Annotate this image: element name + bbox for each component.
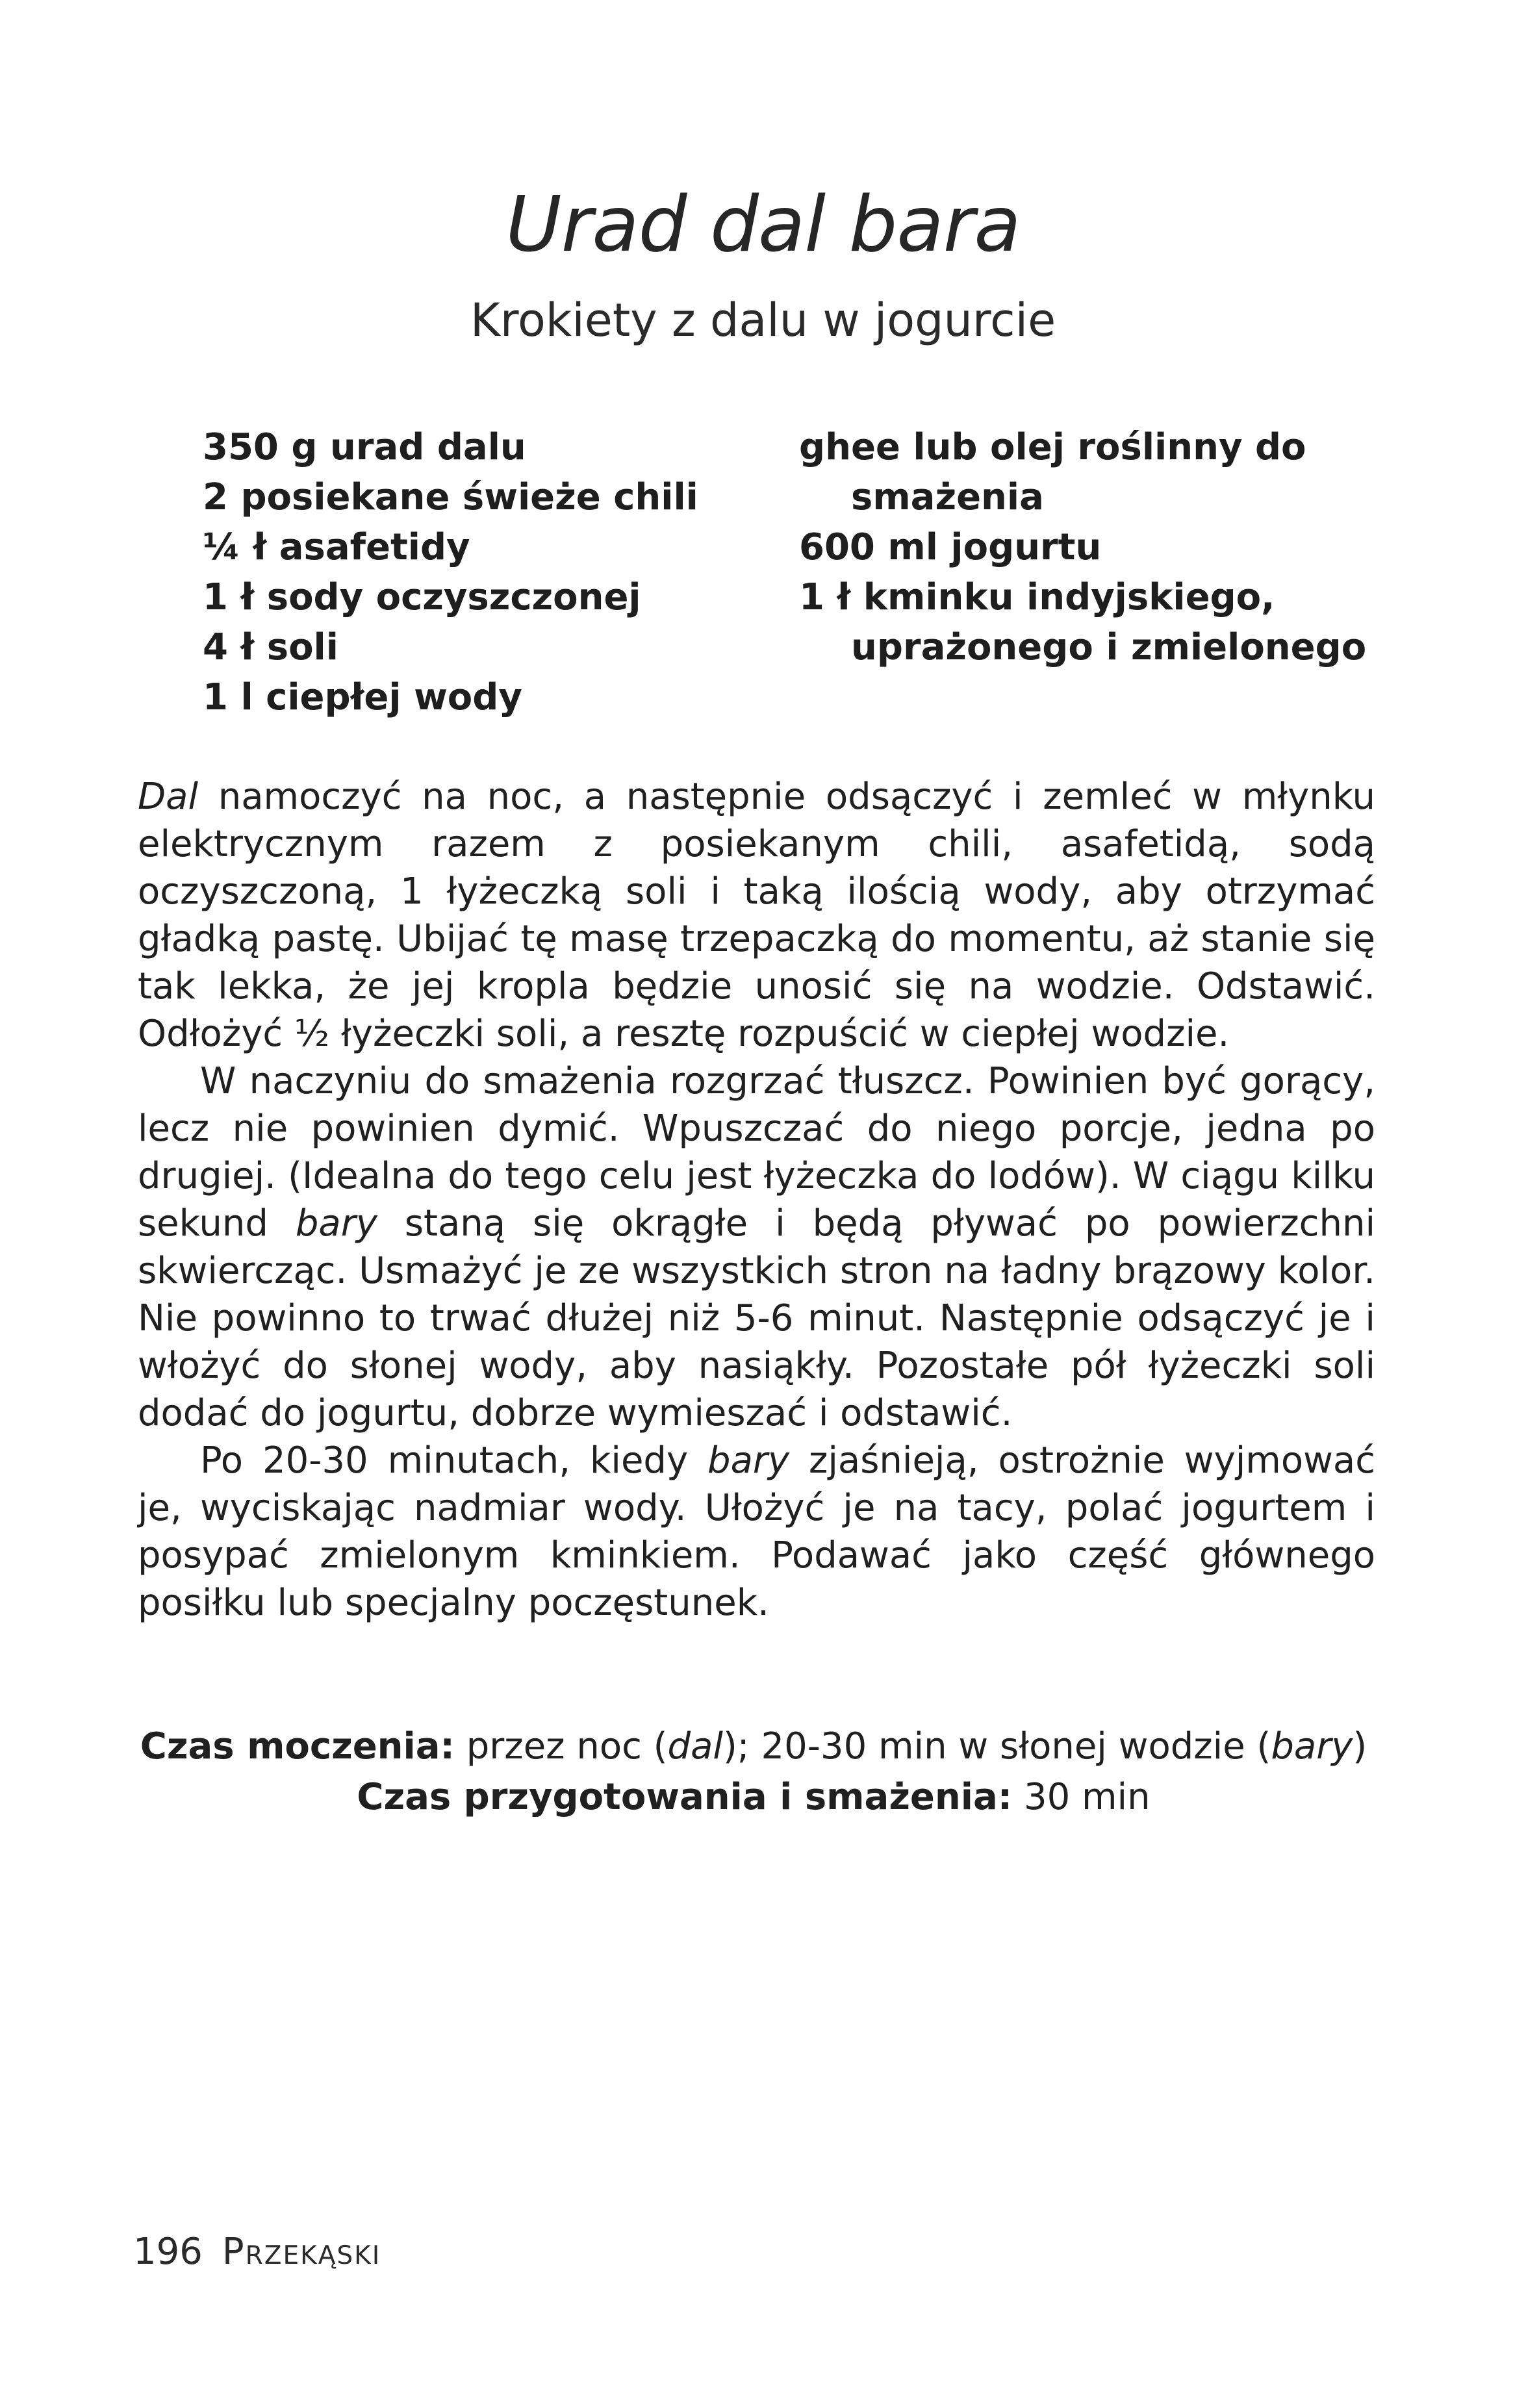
soak-time-line bbox=[130, 1721, 1377, 1772]
page-number: 196 bbox=[133, 2231, 203, 2273]
ingredient-item: 600 ml jogurtu bbox=[799, 526, 1102, 568]
prep-time-line bbox=[130, 1772, 1377, 1823]
ingredient-item: 4 ł soli bbox=[203, 626, 338, 668]
bary-emphasis: bary bbox=[707, 1439, 790, 1482]
instructions bbox=[138, 773, 1375, 1627]
recipe-title: Urad dal bara bbox=[505, 179, 1021, 269]
instruction-paragraph-3 bbox=[138, 1437, 1375, 1627]
dal-emphasis: Dal bbox=[138, 776, 198, 818]
ingredient-item: ghee lub olej roślinny do bbox=[799, 426, 1306, 468]
paragraph-text: W naczyniu do smażenia rozgrzać tłuszcz. Powinien być gorący, lecz nie powinien dymić. Wpuszczać do niego porcje, jedna po drugiej. (Idealna do tego celu jest łyżeczka do lodów). W ciągu kilku sekund bbox=[138, 1060, 1375, 1245]
dal-emphasis: dal bbox=[667, 1725, 723, 1768]
ingredient-item-continuation: uprażonego i zmielonego bbox=[851, 626, 1367, 668]
bary-emphasis: bary bbox=[295, 1202, 377, 1245]
soak-time-label: Czas moczenia: bbox=[140, 1725, 455, 1768]
bary-emphasis: bary bbox=[1271, 1725, 1353, 1768]
soak-time-text: ) bbox=[1353, 1725, 1367, 1768]
instruction-paragraph-1 bbox=[138, 773, 1375, 1058]
ingredient-item: ¼ ł asafetidy bbox=[203, 526, 470, 568]
timing-info bbox=[130, 1721, 1377, 1823]
section-name: Przekąski bbox=[222, 2231, 381, 2273]
prep-time-label: Czas przygotowania i smażenia: bbox=[357, 1776, 1013, 1818]
paragraph-text: zjaśnieją, ostrożnie wyjmować je, wyciskając nadmiar wody. Ułożyć je na tacy, polać jogurtem i posypać zmielonym kminkiem. Podawać jako część głównego posiłku lub specjalny poczęstunek. bbox=[138, 1439, 1375, 1624]
soak-time-text: przez noc ( bbox=[454, 1725, 668, 1768]
paragraph-text: Po 20-30 minutach, kiedy bbox=[200, 1439, 708, 1482]
ingredient-item: 1 ł kminku indyjskiego, bbox=[799, 576, 1275, 618]
ingredients-right-column bbox=[799, 422, 1384, 672]
ingredient-item: 1 l ciepłej wody bbox=[203, 676, 522, 718]
ingredient-item: 350 g urad dalu bbox=[203, 426, 526, 468]
ingredient-item: 1 ł sody oczyszczonej bbox=[203, 576, 641, 618]
page-footer bbox=[133, 2229, 381, 2275]
ingredient-item: 2 posiekane świeże chili bbox=[203, 476, 698, 518]
recipe-subtitle: Krokiety z dalu w jogurcie bbox=[470, 294, 1056, 347]
prep-time-value: 30 min bbox=[1012, 1776, 1151, 1818]
ingredient-item-continuation: smażenia bbox=[851, 476, 1044, 518]
soak-time-text: ); 20-30 min w słonej wodzie ( bbox=[722, 1725, 1271, 1768]
ingredients-left-column bbox=[203, 422, 774, 722]
instruction-paragraph-2 bbox=[138, 1058, 1375, 1437]
paragraph-text: namoczyć na noc, a następnie odsączyć i zemleć w młynku elektrycznym razem z posiekanym chili, asafetidą, sodą oczyszczoną, 1 łyżeczką soli i taką ilością wody, aby otrzymać gładką pastę. Ubijać tę masę trzepaczką do momentu, aż stanie się tak lekka, że jej kropla będzie unosić się na wodzie. Odstawić. Odłożyć ½ łyżeczki soli, a resztę rozpuścić w ciepłej wodzie. bbox=[138, 776, 1375, 1055]
paragraph-text: staną się okrągłe i będą pływać po powierzchni skwiercząc. Usmażyć je ze wszystkich stron na ładny brązowy kolor. Nie powinno to trwać dłużej niż 5-6 minut. Następnie odsączyć je i włożyć do słonej wody, aby nasiąkły. Pozostałe pół łyżeczki soli dodać do jogurtu, dobrze wymieszać i odstawić. bbox=[138, 1202, 1376, 1434]
